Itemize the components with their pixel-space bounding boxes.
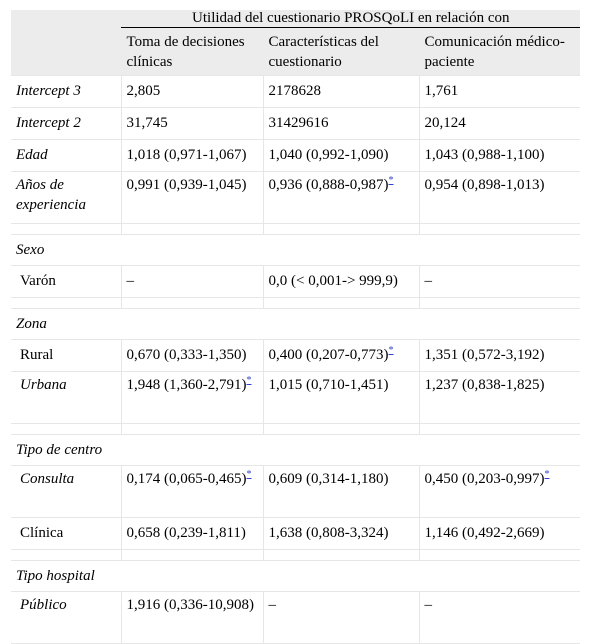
table-cell: 31429616	[263, 108, 419, 140]
table-cell: –	[419, 266, 580, 298]
table-cell: 1,018 (0,971-1,067)	[121, 140, 263, 172]
row-label: Años de experiencia	[11, 172, 121, 224]
results-table	[11, 10, 580, 644]
column-header-comunicacion: Comunicación médico-paciente	[419, 28, 580, 76]
row-label: Urbana	[11, 372, 121, 424]
table-row-anos-experiencia	[11, 172, 580, 224]
table-cell: 2,805	[121, 76, 263, 108]
row-label: Clínica	[11, 518, 121, 550]
cell-value: 1,948 (1,360-2,791)	[126, 377, 247, 393]
table-cell	[263, 172, 419, 224]
table-row-rural	[11, 340, 580, 372]
section-label: Zona	[11, 309, 580, 340]
table-cell: 1,237 (0,838-1,825)	[419, 372, 580, 424]
cell-value: 0,450 (0,203-0,997)	[424, 471, 545, 487]
table-cell: 31,745	[121, 108, 263, 140]
table-cell	[419, 466, 580, 518]
table-cell: 1,146 (0,492-2,669)	[419, 518, 580, 550]
table-row-intercept3	[11, 76, 580, 108]
spacer-row	[11, 224, 580, 235]
section-label: Tipo de centro	[11, 435, 580, 466]
footnote-link[interactable]: *	[388, 175, 394, 186]
column-header-decisiones: Toma de decisiones clínicas	[121, 28, 263, 76]
row-label: Público	[11, 592, 121, 644]
spacer-row	[11, 298, 580, 309]
table-cell	[263, 340, 419, 372]
row-label: Varón	[11, 266, 121, 298]
row-label: Edad	[11, 140, 121, 172]
table-cell: 0,991 (0,939-1,045)	[121, 172, 263, 224]
table-cell: 1,015 (0,710-1,451)	[263, 372, 419, 424]
table-cell	[121, 466, 263, 518]
cell-value: 0,400 (0,207-0,773)	[268, 347, 389, 363]
row-label: Rural	[11, 340, 121, 372]
table-row-clinica	[11, 518, 580, 550]
table-cell: 1,043 (0,988-1,100)	[419, 140, 580, 172]
table-cell: 0,0 (< 0,001-> 999,9)	[263, 266, 419, 298]
table-row-varon	[11, 266, 580, 298]
table-cell: 20,124	[419, 108, 580, 140]
table-row-intercept2	[11, 108, 580, 140]
section-row-sexo	[11, 235, 580, 266]
table-row-urbana	[11, 372, 580, 424]
table-cell: 1,761	[419, 76, 580, 108]
footnote-link[interactable]: *	[246, 375, 252, 386]
table-cell: 1,351 (0,572-3,192)	[419, 340, 580, 372]
cell-value: 0,936 (0,888-0,987)	[268, 177, 389, 193]
footnote-link[interactable]: *	[246, 469, 252, 480]
spacer-row	[11, 424, 580, 435]
table-cell: 0,670 (0,333-1,350)	[121, 340, 263, 372]
table-cell: –	[263, 592, 419, 644]
table-cell: 1,040 (0,992-1,090)	[263, 140, 419, 172]
section-row-tipo-hospital	[11, 561, 580, 592]
table-cell: 2178628	[263, 76, 419, 108]
table-cell: 0,609 (0,314-1,180)	[263, 466, 419, 518]
table-row-consulta	[11, 466, 580, 518]
table-cell: 1,916 (0,336-10,908)	[121, 592, 263, 644]
table-cell: 1,638 (0,808-3,324)	[263, 518, 419, 550]
header-corner	[11, 10, 121, 28]
table-row-edad	[11, 140, 580, 172]
section-label: Tipo hospital	[11, 561, 580, 592]
header-corner-lower	[11, 28, 121, 76]
table-row-publico	[11, 592, 580, 644]
cell-value: 0,174 (0,065-0,465)	[126, 471, 247, 487]
column-header-caracteristicas: Características del cuestionario	[263, 28, 419, 76]
table-cell: –	[121, 266, 263, 298]
table-cell: 0,658 (0,239-1,811)	[121, 518, 263, 550]
section-row-tipo-centro	[11, 435, 580, 466]
row-label: Intercept 3	[11, 76, 121, 108]
section-row-zona	[11, 309, 580, 340]
section-label: Sexo	[11, 235, 580, 266]
row-label: Consulta	[11, 466, 121, 518]
spacer-row	[11, 550, 580, 561]
table-header	[11, 10, 580, 76]
row-label: Intercept 2	[11, 108, 121, 140]
group-title: Utilidad del cuestionario PROSQoLI en relación con	[121, 10, 580, 28]
footnote-link[interactable]: *	[544, 469, 550, 480]
table-cell	[121, 372, 263, 424]
table-cell: 0,954 (0,898-1,013)	[419, 172, 580, 224]
footnote-link[interactable]: *	[388, 345, 394, 356]
table-cell: –	[419, 592, 580, 644]
